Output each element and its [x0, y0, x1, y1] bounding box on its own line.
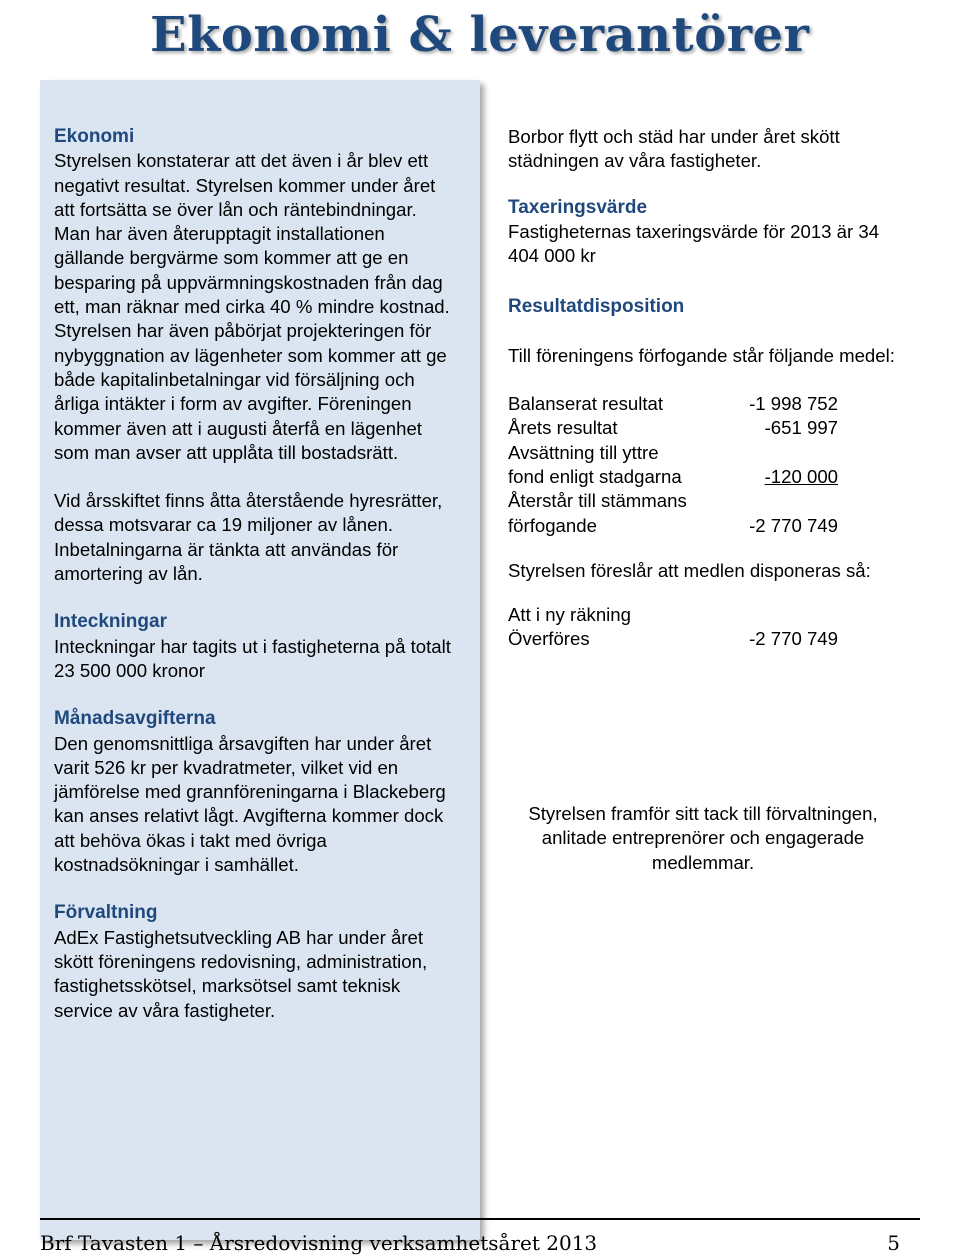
section-heading-inteckningar: Inteckningar	[54, 611, 167, 633]
section-inteckningar	[54, 610, 454, 683]
resultat-row-value: -651 997	[764, 417, 838, 439]
page-number: 5	[887, 1231, 900, 1255]
resultat-row-value: -2 770 749	[749, 628, 838, 650]
resultat-row-label: Att i ny räkning	[508, 604, 631, 626]
taxeringsvarde-text: Fastigheternas taxeringsvärde för 2013 är 34 404 000 kr	[508, 220, 880, 267]
section-heading-ekonomi: Ekonomi	[54, 126, 135, 147]
resultat-row-value	[723, 603, 838, 627]
forvaltning-text: AdEx Fastighetsutveckling AB har under året skött föreningens redovisning, administration, fastighetsskötsel, marksötsel samt teknisk service av våra fastigheter.	[54, 926, 428, 1021]
resultat-row-label: Överföres	[508, 628, 590, 650]
resultat-row	[508, 627, 838, 651]
manadsavgifterna-text: Den genomsnittliga årsavgiften har under året varit 526 kr per kvadratmeter, vilket vid en jämförelse med grannföreningarna i Blackeberg kan anses relativt lågt. Avgifterna kommer dock att behöva ökas i takt med övriga kostnadsökningar i samhället.	[54, 732, 446, 876]
closing-thanks: Styrelsen framför sitt tack till förvaltningen, anlitade entreprenörer och engagerade medlemmar.	[528, 803, 878, 873]
resultat-row	[508, 489, 838, 513]
section-resultatdisposition	[508, 295, 908, 651]
section-heading-resultatdisposition: Resultatdisposition	[508, 296, 685, 318]
resultat-row-label: Avsättning till yttre	[508, 441, 659, 463]
resultat-row-value	[723, 441, 838, 465]
resultat-row	[508, 441, 838, 465]
resultat-row-value	[723, 489, 838, 513]
resultat-row	[508, 392, 838, 416]
inteckningar-text: Inteckningar har tagits ut i fastigheterna på totalt 23 500 000 kronor	[54, 635, 451, 681]
resultat-row	[508, 416, 838, 440]
resultat-intro: Till föreningens förfogande står följande medel:	[508, 344, 895, 366]
resultat-row	[508, 514, 838, 538]
resultat-table	[508, 392, 908, 538]
resultat-row	[508, 465, 838, 489]
section-taxeringsvarde	[508, 196, 908, 269]
stadning-text: Borbor flytt och städ har under året skött städningen av våra fastigheter.	[508, 126, 840, 172]
resultat-row	[508, 603, 838, 627]
ekonomi-paragraph-1: Styrelsen konstaterar att det även i år blev ett negativt resultat. Styrelsen kommer under året att fortsätta se över lån och räntebindningar. Man har även återupptagit installationen gällande bergvärme som kommer att ge en besparing på uppvärmningskostnaden från dag ett, man räknar med cirka 40 % mindre kostnad. Styrelsen har även påbörjat projekteringen för nybyggnation av lägenheter som kommer att ge både kapitalinbetalningar vid försäljning och årliga intäkter i form av avgifter. Föreningen kommer även att i augusti återfå en lägenhet som man avser att upplåta till bostadsrätt.	[54, 150, 450, 463]
left-column	[54, 125, 454, 1023]
right-column	[508, 125, 908, 652]
footer-title: Brf Tavasten 1 – Årsredovisning verksamhetsåret 2013	[40, 1231, 598, 1255]
section-heading-forvaltning: Förvaltning	[54, 902, 158, 924]
section-heading-taxeringsvarde: Taxeringsvärde	[508, 196, 648, 218]
page-title: Ekonomi & leverantörer	[150, 7, 810, 63]
resultat-proposal: Styrelsen föreslår att medlen disponeras så:	[508, 559, 871, 581]
footer	[40, 1228, 900, 1258]
section-heading-manadsavgifterna: Månadsavgifterna	[54, 708, 216, 730]
resultat-row-label: Årets resultat	[508, 417, 618, 439]
resultat-row-label: Återstår till stämmans	[508, 490, 687, 512]
section-manadsavgifterna	[54, 707, 454, 877]
resultat-row-value: -120 000	[764, 465, 838, 487]
ekonomi-paragraph-2: Vid årsskiftet finns åtta återstående hyresrätter, dessa motsvarar ca 19 miljoner av lånen. Inbetalningarna är tänkta att användas för amortering av lån.	[54, 490, 443, 585]
resultat-row-label: Balanserat resultat	[508, 393, 664, 415]
section-ekonomi	[54, 125, 454, 586]
section-forvaltning	[54, 901, 454, 1022]
resultat-row-value: -2 770 749	[749, 514, 838, 536]
footer-divider	[40, 1218, 920, 1220]
resultat-row-value: -1 998 752	[749, 393, 838, 415]
resultat-row-label: fond enligt stadgarna	[508, 465, 682, 487]
resultat-row-label: förfogande	[508, 514, 597, 536]
